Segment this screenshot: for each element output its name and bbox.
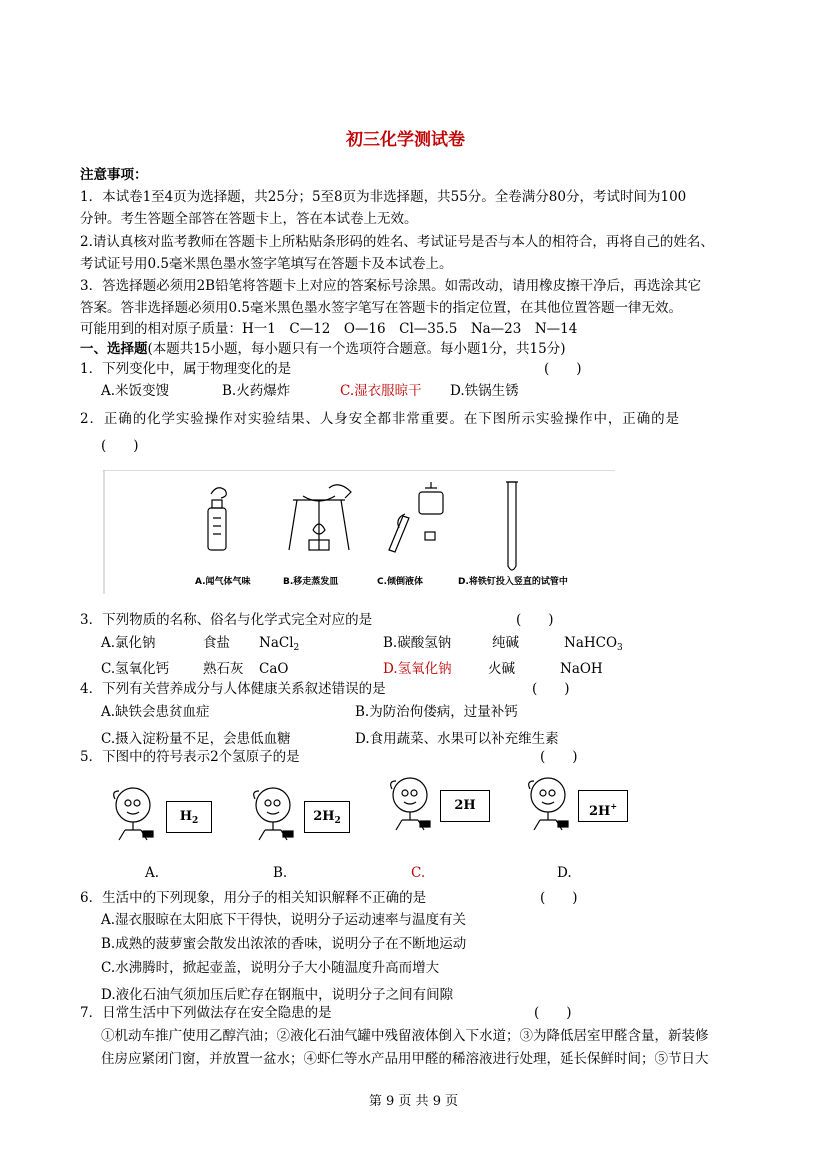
option-b: B.火药爆炸: [222, 383, 291, 399]
figure-caption-d: D.将铁钉投入竖直的试管中: [458, 577, 568, 587]
notice-heading: 注意事项：: [80, 167, 148, 183]
answer-paren: ( ): [544, 361, 582, 377]
option-a: A.湿衣服晾在太阳底下干得快，说明分子运动速率与温度有关: [101, 912, 467, 928]
answer-paren: ( ): [540, 890, 578, 906]
figure-caption-c: C.倾倒液体: [377, 577, 424, 587]
symbol-card-a: $H_2$: [166, 801, 212, 833]
question-stem: 6．生活中的下列现象，用分子的相关知识解释不正确的是: [80, 890, 427, 906]
bottle-icon: [208, 488, 226, 550]
option-b-common: 纯碱: [492, 635, 519, 651]
page-footer: 第 9 页 共 9 页: [368, 1094, 459, 1109]
page-title: 初三化学测试卷: [346, 130, 465, 150]
notice-line: 3．答选择题必须用2B铅笔将答题卡上对应的答案标号涂黑。如需改动，请用橡皮擦干净后，再选涂其它: [80, 278, 702, 294]
option-b-formula: NaHCO$_3$: [564, 635, 623, 653]
figure-label-d: D.: [557, 865, 572, 881]
question-stem: 7．日常生活中下列做法存在安全隐患的是: [80, 1005, 332, 1021]
pour-liquid-icon: [389, 482, 443, 552]
figure-label-a: A.: [145, 865, 160, 881]
answer-paren: ( ): [540, 749, 578, 765]
option-a-formula: NaCl$_2$: [259, 635, 300, 653]
question-stem: 4．下列有关营养成分与人体健康关系叙述错误的是: [80, 681, 386, 697]
formula-text: NaCl: [259, 635, 294, 651]
figure-caption-b: B.移走蒸发皿: [283, 577, 339, 587]
answer-paren: ( ): [534, 1005, 572, 1021]
option-d: D.食用蔬菜、水果可以补充维生素: [355, 731, 559, 747]
cartoon-character-icon: [243, 785, 313, 845]
question-stem: 2．正确的化学实验操作对实验结果、人身安全都非常重要。在下图所示实验操作中，正确的是: [80, 411, 680, 427]
symbol-card-d: 2H+: [578, 790, 628, 822]
option-c: C.水沸腾时，掀起壶盖，说明分子大小随温度升高而增大: [101, 960, 440, 976]
section-desc: (本题共15小题，每小题只有一个选项符合题意。每小题1分，共15分): [147, 341, 566, 357]
figure-caption-a: A.闻气体气味: [195, 577, 251, 587]
answer-paren: ( ): [516, 612, 554, 628]
evaporating-dish-icon: [289, 485, 351, 550]
notice-line: 分钟。考生答题全部答在答题卡上，答在本试卷上无效。: [80, 211, 418, 227]
option-d-common: 火碱: [488, 661, 515, 677]
answer-paren: ( ): [101, 438, 139, 454]
section-label: 一、选择题: [80, 341, 148, 357]
option-d-name: D.氢氧化钠: [383, 661, 452, 677]
option-a: A.米饭变馊: [101, 383, 170, 399]
option-c-common: 熟石灰: [203, 661, 244, 677]
symbol-card-c: 2H: [440, 790, 490, 822]
question-stem: 1．下列变化中，属于物理变化的是: [80, 361, 292, 377]
option-b: B.成熟的菠萝蜜会散发出浓浓的香味，说明分子在不断地运动: [101, 936, 467, 952]
symbol-card-b: $2H_2$: [304, 801, 350, 833]
notice-line: 2.请认真核对监考教师在答题卡上所粘贴条形码的姓名、考试证号是否与本人的相符合，再将自己的姓名、: [80, 234, 714, 250]
question-stem: 5．下图中的符号表示2个氢原子的是: [80, 749, 300, 765]
question-body-line: 住房应紧闭门窗，并放置一盆水；④虾仁等水产品用甲醛的稀溶液进行处理，延长保鲜时间；⑤节日大: [101, 1051, 709, 1067]
option-b-name: B.碳酸氢钠: [383, 635, 452, 651]
option-d-formula: NaOH: [560, 661, 603, 677]
figure-label-b: B.: [273, 865, 288, 881]
option-c-name: C.氢氧化钙: [101, 661, 170, 677]
option-c-formula: CaO: [259, 661, 289, 677]
question-body-line: ①机动车推广使用乙醇汽油；②液化石油气罐中残留液体倒入下水道；③为降低居室甲醛含量，新装修: [101, 1028, 709, 1044]
notice-line: 答案。答非选择题必须用0.5毫米黑色墨水签字笔写在答题卡的指定位置，在其他位置答题一律无效。: [80, 300, 682, 316]
option-b: B.为防治佝偻病，过量补钙: [355, 704, 518, 720]
option-c: C.摄入淀粉量不足，会患低血糖: [101, 731, 291, 747]
option-a-name: A.氯化钠: [101, 635, 156, 651]
figure-label-c: C.: [411, 865, 426, 881]
option-a: A.缺铁会患贫血症: [101, 704, 210, 720]
option-d: D.铁锅生锈: [450, 383, 519, 399]
test-tube-icon: [506, 482, 518, 570]
question-stem: 3．下列物质的名称、俗名与化学式完全对应的是: [80, 612, 373, 628]
option-c: C.湿衣服晾干: [340, 383, 422, 399]
notice-line: 1．本试卷1至4页为选择题，共25分；5至8页为非选择题，共55分。全卷满分80分，考试时间为100: [80, 189, 687, 205]
option-a-common: 食盐: [203, 635, 230, 651]
notice-line: 考试证号用0.5毫米黑色墨水签字笔填写在答题卡及本试卷上。: [80, 256, 453, 272]
lab-operations-figure: [103, 470, 615, 594]
atomic-masses: 可能用到的相对原子质量：H一1 C—12 O—16 Cl—35.5 Na—23 N—14: [80, 321, 578, 337]
formula-text: NaHCO: [564, 635, 618, 651]
cartoon-character-icon: [103, 785, 173, 845]
option-d: D.液化石油气须加压后贮存在钢瓶中，说明分子之间有间隙: [101, 987, 454, 1003]
answer-paren: ( ): [532, 681, 570, 697]
section-heading: [80, 340, 565, 358]
